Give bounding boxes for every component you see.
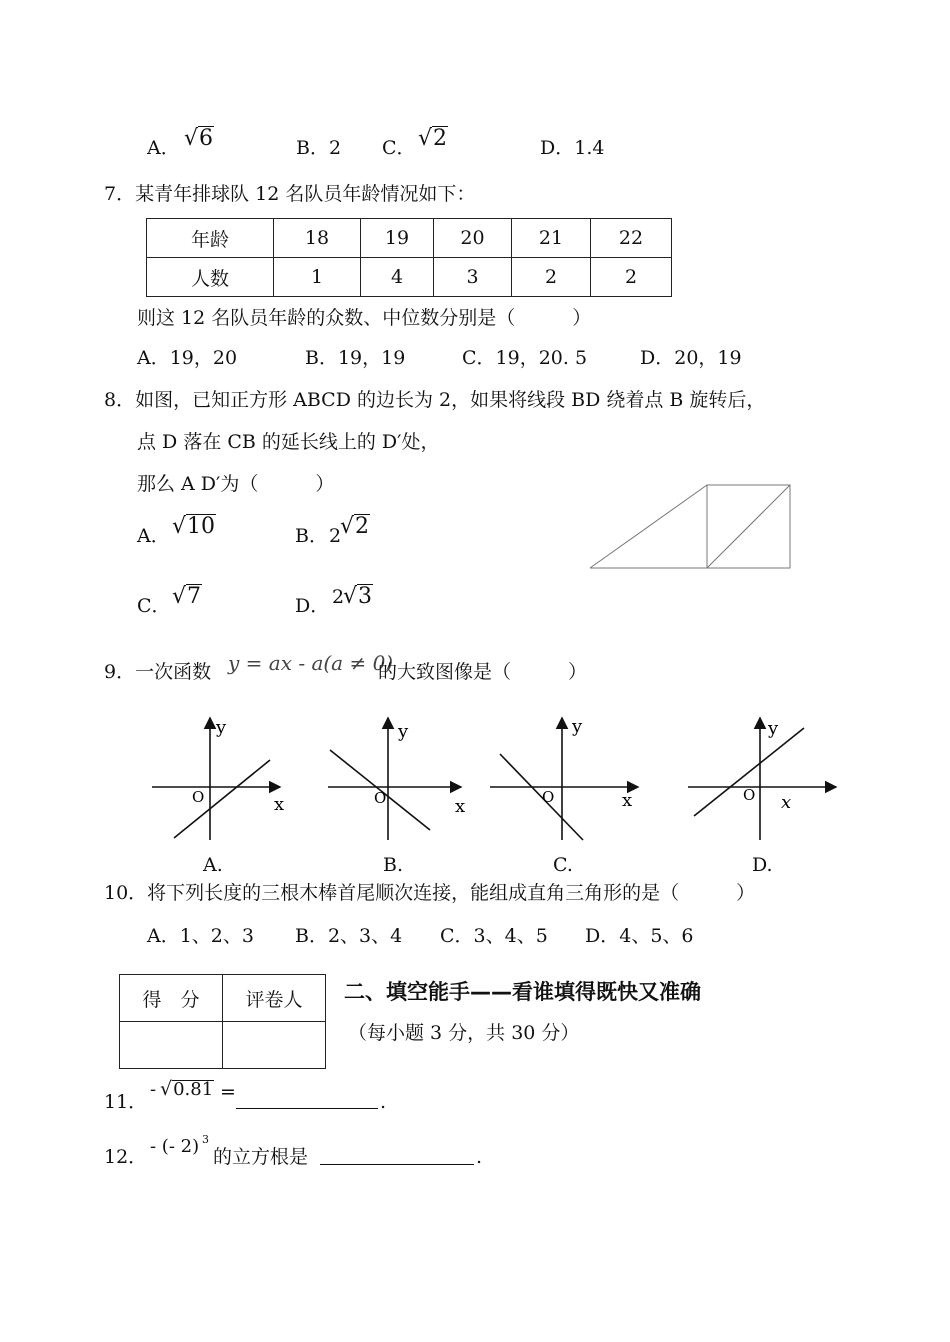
q10-option-b: B．2、3、4 (295, 925, 403, 947)
q6-option-a: A． (147, 137, 180, 159)
x-label: x (274, 794, 285, 815)
q7-stem: 7．某青年排球队 12 名队员年龄情况如下： (104, 183, 476, 205)
q8-line3: 那么 A D′为（ ） (137, 473, 335, 495)
q8-option-d-coef: 2 (332, 586, 345, 608)
score-cell[interactable] (120, 1022, 223, 1069)
sqrt-symbol: √ (184, 126, 199, 151)
table-cell: 22 (591, 219, 672, 258)
sqrt-symbol: √ (340, 514, 355, 539)
table-cell: 19 (361, 219, 434, 258)
origin-label: O (192, 788, 205, 806)
sqrt-symbol: √ (160, 1078, 173, 1100)
q6-option-a-sqrt: √6 (184, 126, 214, 151)
q11-answer-blank[interactable] (236, 1090, 378, 1113)
q10-option-a: A．1、2、3 (147, 925, 254, 947)
grader-cell[interactable] (223, 1022, 326, 1069)
graph-b-label: B. (383, 854, 404, 876)
q8-option-b: B． (295, 525, 328, 547)
q8-option-d: D． (295, 595, 330, 617)
sqrt-symbol: √ (343, 584, 358, 609)
table-cell: 20 (434, 219, 512, 258)
table-row (120, 1022, 326, 1069)
q8-line1: 8．如图，已知正方形 ABCD 的边长为 2，如果将线段 BD 绕着点 B 旋转后， (104, 389, 766, 411)
graph-b (326, 712, 476, 842)
q6-option-b: B．2 (296, 137, 342, 159)
y-label: y (216, 717, 227, 738)
graph-c (488, 712, 643, 842)
q7-option-d: D．20，19 (640, 347, 742, 369)
origin-label: O (374, 789, 387, 807)
q7-question: 则这 12 名队员年龄的众数、中位数分别是（ ） (137, 307, 592, 329)
y-label: y (572, 716, 583, 737)
graph-a (150, 712, 290, 842)
q12-text: 的立方根是 (213, 1146, 309, 1168)
table-cell: 1 (274, 258, 361, 297)
q6-option-c-sqrt: √2 (418, 126, 448, 151)
graph-d-label: D. (752, 854, 773, 876)
sqrt-symbol: √ (172, 584, 187, 609)
q6-option-d: D．1.4 (540, 137, 605, 159)
q8-option-d-sqrt: √3 (343, 584, 373, 609)
q6-option-c: C． (382, 137, 416, 159)
q11-equals: = (220, 1081, 236, 1103)
q8-square-figure (585, 480, 800, 575)
q8-option-b-coef: 2 (329, 525, 342, 547)
q9-formula: y = ax - a(a ≠ 0) (228, 651, 394, 675)
table-cell: 2 (591, 258, 672, 297)
q7-option-a: A．19，20 (137, 347, 238, 369)
x-label: x (781, 792, 792, 813)
y-label: y (398, 721, 409, 742)
q12-period: . (476, 1146, 483, 1168)
function-line (174, 760, 270, 838)
q8-option-a: A． (137, 525, 170, 547)
y-label: y (768, 718, 779, 739)
table-cell: 3 (434, 258, 512, 297)
section-title: 二、填空能手——看谁填得既快又准确 (344, 980, 701, 1004)
q8-option-b-sqrt: √2 (340, 514, 370, 539)
table-cell: 18 (274, 219, 361, 258)
q8-option-c: C． (137, 595, 171, 617)
table-cell: 年龄 (147, 219, 274, 258)
q10-option-c: C．3、4、5 (440, 925, 548, 947)
q10-stem: 10．将下列长度的三根木棒首尾顺次连接，能组成直角三角形的是（ ） (104, 882, 756, 904)
table-cell: 4 (361, 258, 434, 297)
q11-sqrt: √0.81 (160, 1078, 214, 1100)
segment-ad-prime (590, 485, 707, 568)
x-label: x (455, 796, 466, 817)
q11-minus: - (150, 1079, 157, 1100)
origin-label: O (743, 786, 756, 804)
sqrt-symbol: √ (418, 126, 433, 151)
q8-option-c-sqrt: √7 (172, 584, 202, 609)
q9-prefix: 9．一次函数 (104, 661, 212, 683)
graph-a-label: A. (203, 854, 223, 876)
q12-number: 12． (104, 1146, 148, 1168)
table-cell: 人数 (147, 258, 274, 297)
q8-line2: 点 D 落在 CB 的延长线上的 D′处， (137, 431, 440, 453)
table-row (120, 975, 326, 1022)
q11-period: . (380, 1091, 387, 1113)
origin-label: O (542, 788, 555, 806)
graph-d (686, 712, 841, 842)
x-label: x (622, 790, 633, 811)
q9-suffix: 的大致图像是（ ） (378, 661, 588, 683)
graph-c-label: C. (553, 854, 573, 876)
q11-number: 11． (104, 1091, 148, 1113)
sqrt-symbol: √ (172, 514, 187, 539)
q7-option-c: C．19，20. 5 (462, 347, 588, 369)
q8-option-a-sqrt: √10 (172, 514, 216, 539)
grader-header: 评卷人 (223, 975, 326, 1022)
q7-option-b: B．19，19 (305, 347, 406, 369)
score-header: 得 分 (120, 975, 223, 1022)
q12-answer-blank[interactable] (320, 1146, 474, 1169)
diagonal-bd (707, 485, 790, 568)
table-cell: 2 (512, 258, 591, 297)
age-table (146, 218, 672, 297)
q12-exponent: 3 (202, 1133, 209, 1146)
table-row (147, 219, 672, 258)
score-table (119, 974, 326, 1069)
section-note: （每小题 3 分，共 30 分） (348, 1022, 580, 1044)
table-row (147, 258, 672, 297)
table-cell: 21 (512, 219, 591, 258)
q10-option-d: D．4、5、6 (585, 925, 694, 947)
q12-expression: - (- 2) (150, 1136, 200, 1157)
